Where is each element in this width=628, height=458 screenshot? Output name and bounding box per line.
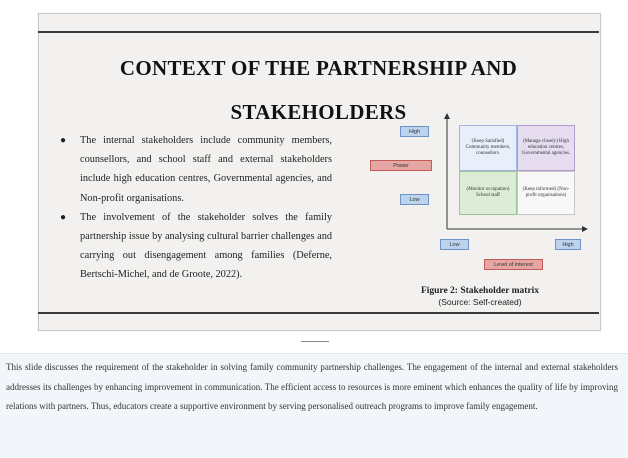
separator-line <box>301 341 329 342</box>
bullet-item <box>58 131 332 208</box>
bullet-dot-icon: ● <box>60 211 67 223</box>
quadrant-manage-closely: (Manage closely) High education centres, Governmental agencies. <box>517 125 575 171</box>
figure-caption <box>380 286 580 308</box>
bullet-list <box>58 131 332 285</box>
caption-source: (Source: Self-created) <box>438 297 522 307</box>
slide-top-rule <box>38 31 599 33</box>
quadrant-keep-informed: (Keep informed) (Non-profit organisations) <box>517 171 575 215</box>
description-text: This slide discusses the requirement of the stakeholder in solving family community partnership challenges. The engagement of the internal and external stakeholders addresses its challenges by enhancing improvement in communication. The efficient access to resources is more eminent which enhances the quality of life by improving relations with partners. Thus, educators create a supportive environment by serving personalised outreach programs to improve family engagement. <box>6 362 618 411</box>
x-axis-title: Level of interest <box>484 259 543 270</box>
slide-bottom-rule <box>38 312 599 314</box>
y-axis-title: Power <box>370 160 432 171</box>
x-high-label: High <box>555 239 581 250</box>
bullet-text: The internal stakeholders include community members, counsellors, and school staff and external stakeholders include high education centres, Governmental agencies, and Non-profit organisations. <box>80 135 332 204</box>
caption-title: Figure 2: Stakeholder matrix <box>420 286 540 296</box>
quadrant-keep-satisfied: (Keep Satisfied) Community members, counsellors. <box>459 125 517 171</box>
bullet-text: The involvement of the stakeholder solves the family partnership issue by analysing cultural barrier challenges and carrying out disengagement among families (Deferne, Bertschi-Michel, and de Groote, 2022). <box>80 211 332 281</box>
y-high-label: High <box>400 126 429 137</box>
x-low-label: Low <box>440 239 469 250</box>
slide-title: CONTEXT OF THE PARTNERSHIP AND STAKEHOLDERS <box>119 56 518 124</box>
y-low-label: Low <box>400 194 429 205</box>
bullet-item <box>58 208 332 285</box>
description-panel <box>0 353 628 458</box>
bullet-dot-icon: ● <box>60 135 67 146</box>
quadrant-monitor: (Monitor occupation) School staff <box>459 171 517 215</box>
